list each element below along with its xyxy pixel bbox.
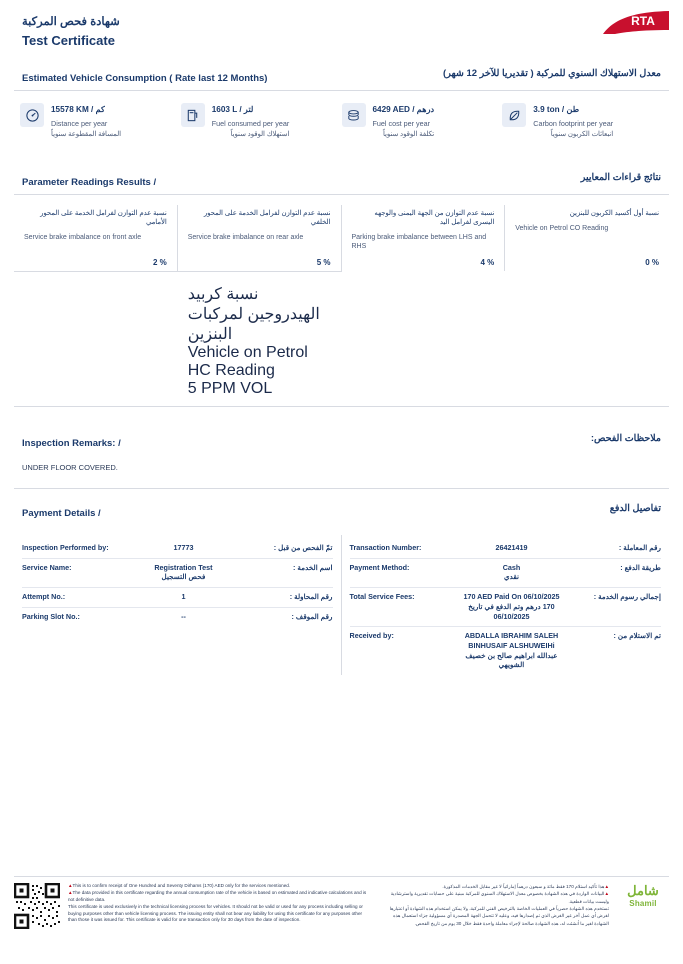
parameter-value: 4 %	[480, 258, 495, 267]
payment-value-en: Registration Test	[154, 562, 213, 572]
parameters-row-1	[14, 205, 669, 271]
footer-note-en	[68, 883, 370, 924]
payment-row	[22, 539, 333, 559]
footer-warn-icon-ar: ▲	[604, 884, 609, 889]
footer-note-ar-body: تستخدم هذه الشهادة حصرياً في العمليات الخاصة بالترخيص الفني للمركبة، ولا يمكن استخدام هذه الشهادة أو اعتبارها لغرض أي عمل آخر غير الغرض الذي تم إصدارها فيه، وعليه لا تتحمل الجهة المصدرة أي مسؤولية جزاء استعمال هذه الشهادة لغير ما أنشئت له، هذه الشهادة صالحة لإجراء معاملة واحدة فقط خلال 30 يوم من تاريخ الفحص.	[389, 906, 609, 926]
parameters-bottom-divider	[14, 406, 669, 407]
footer-warn-icon-2: ▲	[68, 889, 73, 895]
fuel-pump-icon	[181, 103, 205, 127]
payment-value: 1	[181, 592, 186, 602]
consumption-label-en: Distance per year	[51, 119, 108, 128]
payment-row	[22, 559, 333, 588]
footer-divider	[14, 876, 669, 877]
footer-note-ar-warn2: البيانات الواردة في هذه الشهادة بخصوص معدل الاستهلاك السنوي للمركبة مبنية على حسابات تقديرية واسترشادية وليست بيانات قطعية.	[390, 891, 609, 904]
parameter-cell	[14, 205, 178, 271]
payment-left-column	[14, 535, 342, 675]
consumption-label-ar: استهلاك الوقود سنوياً	[230, 131, 290, 138]
odometer-icon	[20, 103, 44, 127]
payment-row	[22, 588, 333, 608]
payment-value: 17773	[173, 543, 194, 552]
payment-value	[452, 631, 570, 670]
qr-code	[14, 883, 60, 929]
payment-row	[350, 627, 662, 675]
payment-value-en: Cash	[502, 562, 521, 572]
payment-heading-en: Payment Details /	[22, 508, 101, 519]
payment-heading-ar: تفاصيل الدفع	[609, 503, 661, 514]
payment-section-heading	[14, 503, 669, 525]
parameters-divider	[14, 271, 342, 272]
payment-value: --	[181, 611, 186, 621]
page-title-ar: شهادة فحص المركبة	[22, 16, 120, 28]
parameter-label-ar: نسبة أول أكسيد الكربون للبنزين	[569, 210, 659, 217]
page-title-en: Test Certificate	[22, 33, 115, 48]
parameter-value: 0 %	[645, 258, 659, 267]
consumption-section-heading	[14, 68, 669, 91]
footer-note-ar	[378, 883, 609, 927]
remarks-section-heading	[14, 433, 669, 455]
payment-value-ar: عبدالله ابراهيم صالح بن خصيف الشويهي	[465, 650, 558, 670]
payment-value: 26421419	[495, 543, 528, 552]
payment-details	[14, 535, 669, 675]
payment-key-en: Inspection Performed by:	[22, 543, 109, 552]
parameter-cell	[178, 205, 342, 271]
parameter-cell	[505, 280, 669, 404]
remarks-heading-en: Inspection Remarks: /	[22, 438, 121, 449]
payment-value-ar: فحص التسجيل	[161, 572, 206, 582]
consumption-value: 1603 L / لتر	[211, 105, 254, 114]
rta-logo-icon	[573, 10, 669, 44]
parameters-heading-ar: نتائج قراءات المعايير	[580, 172, 661, 183]
parameter-label-en: Vehicle on Petrol HC Reading	[187, 344, 308, 379]
parameter-cell	[342, 205, 506, 271]
consumption-label-en: Carbon footprint per year	[533, 119, 614, 128]
coins-icon	[342, 103, 366, 127]
footer-note-en-warn: This is to confirm receipt of One Hundred and Seventy Dirhams (170) AED only for the services mentioned.	[72, 883, 291, 888]
parameter-label-en: Service brake imbalance on rear axle	[187, 234, 304, 242]
consumption-heading-en: Estimated Vehicle Consumption ( Rate last 12 Months)	[22, 73, 268, 84]
shamil-logo-en: Shamil	[629, 899, 657, 908]
parameter-cell	[505, 205, 669, 271]
payment-key-en: Payment Method:	[349, 562, 410, 572]
parameter-value: 5 PPM VOL	[187, 380, 273, 397]
payment-key-ar: اسم الخدمة :	[293, 562, 333, 572]
svg-text:RTA: RTA	[631, 14, 655, 28]
payment-value	[452, 592, 570, 621]
parameters-heading-en: Parameter Readings Results /	[22, 177, 157, 188]
consumption-item	[502, 103, 663, 138]
payment-key-en: Transaction Number:	[349, 543, 422, 552]
consumption-item	[342, 103, 503, 138]
parameter-label-en: Vehicle on Petrol CO Reading	[515, 225, 609, 233]
payment-value-en: 170 AED Paid On 06/10/2025	[463, 592, 560, 602]
parameter-label-ar: نسبة كربيد الهيدروجين لمركبات البنزين	[187, 286, 320, 343]
consumption-value: 15578 KM / كم	[51, 105, 105, 114]
payment-right-column	[342, 535, 670, 675]
parameter-cell	[342, 280, 506, 404]
footer-note-ar-warn: هذا تأكيد استلام 170 فقط مائة و سبعون درهماً إماراتياً لا غير مقابل الخدمات المذكورة.	[442, 884, 605, 889]
payment-key-en: Service Name:	[22, 562, 72, 572]
parameter-cell	[178, 280, 342, 404]
consumption-row	[14, 103, 669, 138]
payment-key-ar: تم الاستلام من :	[613, 631, 661, 641]
payment-key-ar: رقم المعاملة :	[618, 543, 661, 552]
parameters-row-2	[14, 280, 669, 404]
document-footer	[0, 868, 683, 964]
payment-value-ar: 170 درهم وتم الدفع في تاريخ 06/10/2025	[468, 601, 555, 621]
consumption-heading-ar: معدل الاستهلاك السنوي للمركبة ( تقديريا للآخر 12 شهر)	[443, 68, 661, 79]
consumption-label-ar: المسافة المقطوعة سنوياً	[51, 131, 122, 138]
parameter-value: 5 %	[316, 258, 331, 267]
footer-note-en-body: This certificate is used exclusively in the technical licensing process for vehicles. It should not be valid or used for any process including selling or buying purposes other than vehicle licensing process. The issuing entity shall not bear any liability for using this certificate for any purposes other than those it was issued for. This certificate is valid for one transaction only for 30 days from the date of inspection.	[68, 903, 363, 923]
shamil-logo-ar: شامل	[627, 883, 659, 898]
leaf-icon	[502, 103, 526, 127]
document-header	[14, 0, 669, 58]
payment-key-ar: رقم الموقف :	[291, 611, 333, 621]
consumption-label-en: Fuel consumed per year	[211, 119, 290, 128]
footer-warn-icon: ▲	[68, 883, 73, 888]
payment-row	[22, 608, 333, 627]
payment-value	[124, 563, 242, 582]
parameter-label-ar: نسبة عدم التوازن من الجهة اليمنى والوجهه اليسرى لفرامل اليد	[374, 210, 495, 227]
consumption-label-ar: تكلفة الوقود سنوياً	[382, 131, 435, 138]
footer-warn-icon-ar-2: ▲	[604, 891, 609, 897]
parameter-label-en: Service brake imbalance on front axle	[24, 234, 142, 242]
payment-row	[350, 559, 662, 588]
consumption-label-en: Fuel cost per year	[372, 119, 431, 128]
parameter-label-ar: نسبة عدم التوازن لفرامل الخدمة على المحور الأمامي	[40, 210, 167, 227]
parameters-section-heading	[14, 172, 669, 195]
remarks-text: UNDER FLOOR COVERED.	[22, 463, 118, 472]
footer-note-en-warn2: The data provided in this certificate regarding the annual consumption rate of the vehicle is based on estimated and indicative calculations and is not definitive data.	[68, 889, 367, 902]
consumption-value: 6429 AED / درهم	[372, 105, 435, 114]
parameter-value: 2 %	[152, 258, 167, 267]
payment-key-ar: إجمالي رسوم الخدمة :	[593, 592, 661, 602]
payment-row	[350, 539, 662, 559]
payment-key-ar: رقم المحاولة :	[289, 592, 333, 602]
payment-value-en: ABDALLA IBRAHIM SALEH BINHUSAIF ALSHUWEIHi	[464, 631, 559, 651]
remarks-heading-ar: ملاحظات الفحص:	[590, 433, 661, 444]
payment-key-en: Parking Slot No.:	[22, 611, 80, 621]
payment-key-en: Attempt No.:	[22, 592, 66, 602]
payment-key-ar: طريقة الدفع :	[620, 562, 661, 572]
payment-key-en: Received by:	[349, 631, 394, 641]
consumption-item	[20, 103, 181, 138]
consumption-label-ar: انبعاثات الكربون سنوياً	[550, 131, 614, 138]
payment-key-en: Total Service Fees:	[349, 592, 415, 602]
parameter-cell	[14, 280, 178, 404]
consumption-value: 3.9 ton / طن	[533, 105, 580, 114]
consumption-item	[181, 103, 342, 138]
payment-row	[350, 588, 662, 627]
remarks-divider	[14, 488, 669, 489]
parameter-label-en: Parking brake imbalance between LHS and RHS	[351, 234, 487, 251]
payment-value	[452, 563, 570, 582]
shamil-logo	[617, 883, 669, 908]
parameter-label-ar: نسبة عدم التوازن لفرامل الخدمة على المحور الخلفي	[203, 210, 331, 227]
payment-key-ar: تمّ الفحص من قبل :	[273, 543, 333, 552]
payment-value-ar: نقدي	[503, 572, 519, 582]
